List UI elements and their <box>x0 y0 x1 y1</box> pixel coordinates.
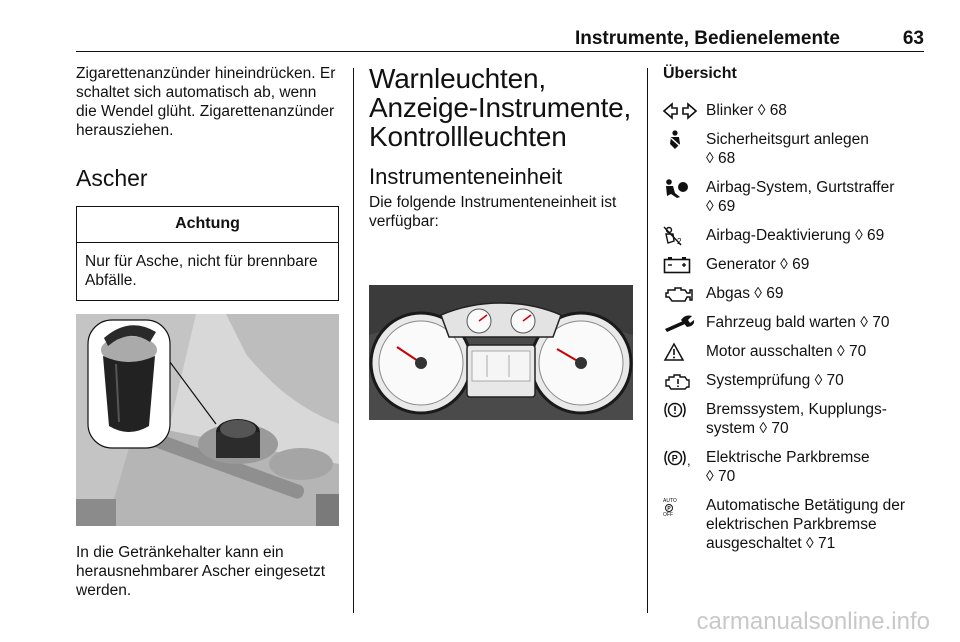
indicator-label: Sicherheitsgurt anlegen <box>706 131 869 148</box>
lighter-paragraph: Zigarettenanzünder hineindrücken. Er schaltet sich automatisch ab, wenn die Wendel glüht. Zigarettenanzünder herausziehen. <box>76 65 336 139</box>
page-number: 63 <box>902 28 924 49</box>
header-title: Instrumente, Bedienelemente <box>574 28 840 49</box>
auto-park-off-icon <box>663 496 697 516</box>
page-ref[interactable]: 69 <box>766 285 784 302</box>
indicator-item <box>663 130 925 168</box>
indicator-item <box>663 284 925 303</box>
page-ref[interactable]: 68 <box>717 150 736 167</box>
airbag-icon <box>663 178 697 198</box>
indicator-label: Motor ausschalten <box>706 343 833 360</box>
battery-icon <box>663 255 697 275</box>
instrument-cluster-image <box>369 285 633 420</box>
column-3 <box>663 64 925 553</box>
svg-text:OFF: OFF <box>663 512 673 516</box>
caution-text: Nur für Asche, nicht für brennbare Abfälle. <box>85 253 318 289</box>
indicator-item <box>663 313 925 332</box>
indicator-item <box>663 342 925 361</box>
indicator-label: Blinker <box>706 102 754 119</box>
column-divider-1 <box>353 68 354 613</box>
page-ref-icon: ◊ <box>706 468 714 485</box>
page-ref[interactable]: 69 <box>717 198 736 215</box>
page-ref-icon: ◊ <box>706 198 714 215</box>
page-ref-icon: ◊ <box>706 150 714 167</box>
page-ref-icon: ◊ <box>814 372 823 389</box>
svg-text:P: P <box>671 453 678 464</box>
brake-icon <box>663 400 697 420</box>
section-heading-ascher: Ascher <box>76 165 148 191</box>
warning-triangle-icon <box>663 342 697 362</box>
page-ref-icon: ◊ <box>836 343 845 360</box>
indicator-label: Abgas <box>706 285 750 302</box>
page-ref[interactable]: 70 <box>872 314 890 331</box>
caution-box <box>76 206 339 301</box>
indicator-item <box>663 101 925 120</box>
page-ref[interactable]: 69 <box>792 256 810 273</box>
svg-text:AUTO: AUTO <box>663 498 677 504</box>
page-ref-icon: ◊ <box>855 227 863 244</box>
page-ref-icon: ◊ <box>754 285 762 302</box>
engine-icon <box>663 284 697 304</box>
page-ref[interactable]: 71 <box>817 535 836 552</box>
page-ref-icon: ◊ <box>757 102 766 119</box>
page-ref[interactable]: 69 <box>867 227 885 244</box>
indicator-label: Airbag-Deaktivierung <box>706 227 851 244</box>
parking-brake-icon <box>663 448 697 468</box>
seatbelt-icon <box>663 130 697 150</box>
indicator-item <box>663 400 925 438</box>
chapter-heading: Warnleuchten, Anzeige-Instrumente, Kontrollleuchten <box>369 63 632 152</box>
system-check-icon <box>663 371 697 391</box>
page-ref-icon: ◊ <box>780 256 788 273</box>
page-ref-icon: ◊ <box>759 420 768 437</box>
indicator-label: Airbag-System, Gurtstraffer <box>706 179 895 196</box>
page-ref-icon: ◊ <box>805 535 814 552</box>
column-divider-2 <box>647 68 648 613</box>
indicator-item <box>663 178 925 216</box>
indicator-label: Automatische Betätigung der elektrischen Parkbremse ausgeschaltet <box>706 497 906 552</box>
indicator-label: Elektrische Parkbremse <box>706 449 870 466</box>
header-rule <box>76 51 924 52</box>
svg-text:2: 2 <box>677 237 682 246</box>
column-1 <box>76 64 340 600</box>
watermark: carmanualsonline.info <box>696 608 930 635</box>
indicator-item <box>663 371 925 390</box>
page-ref[interactable]: 68 <box>769 102 787 119</box>
indicator-item <box>663 255 925 274</box>
indicator-item <box>663 226 925 245</box>
svg-text:P: P <box>667 506 671 512</box>
page-ref[interactable]: 70 <box>826 372 844 389</box>
icon-suffix: , <box>687 453 691 468</box>
page-ref-icon: ◊ <box>860 314 868 331</box>
indicator-label: Generator <box>706 256 776 273</box>
ashtray-photo <box>76 314 339 526</box>
indicator-item <box>663 448 925 486</box>
turn-signal-icon <box>663 101 697 121</box>
indicator-item <box>663 496 925 553</box>
page-ref[interactable]: 70 <box>848 343 867 360</box>
page-ref[interactable]: 70 <box>717 468 736 485</box>
ashtray-caption: In die Getränkehalter kann ein herausnehmbarer Ascher eingesetzt werden. <box>76 544 326 599</box>
column-2 <box>369 64 633 420</box>
indicator-label: Bremssystem, Kupplungssystem <box>706 401 887 437</box>
indicator-label: Fahrzeug bald warten <box>706 314 856 331</box>
cluster-intro: Die folgende Instrumenteneinheit ist verfügbar: <box>369 194 617 230</box>
indicator-label: Systemprüfung <box>706 372 811 389</box>
subheading-instrumenteneinheit: Instrumenteneinheit <box>369 164 563 189</box>
caution-title: Achtung <box>77 207 338 243</box>
airbag-off-icon <box>663 226 697 246</box>
wrench-icon <box>663 313 697 333</box>
overview-title: Übersicht <box>663 65 737 82</box>
page-ref[interactable]: 70 <box>771 420 789 437</box>
